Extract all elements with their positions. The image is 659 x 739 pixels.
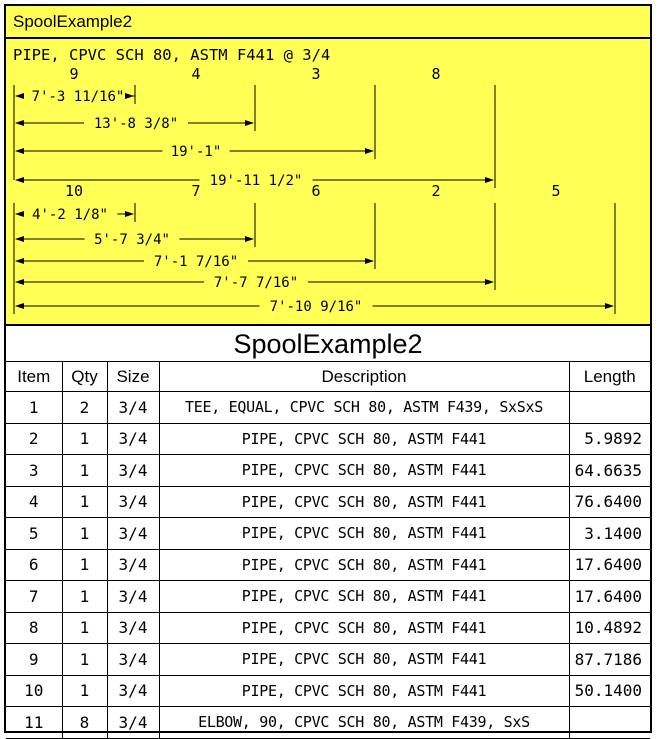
dimension-text: 19'-11 1/2" [209, 173, 303, 189]
arrow-head [125, 211, 134, 217]
cell-description: PIPE, CPVC SCH 80, ASTM F441 [159, 675, 569, 707]
arrow-head [485, 279, 494, 285]
arrow-head [15, 211, 24, 217]
cell-length: 87.7186 [569, 644, 650, 676]
cell-item: 1 [6, 392, 62, 424]
cell-size: 3/4 [107, 455, 159, 487]
cell-qty: 1 [62, 675, 107, 707]
item-label: 8 [431, 65, 441, 83]
cell-length: 50.1400 [569, 675, 650, 707]
arrow-head [125, 93, 134, 99]
cell-item: 5 [6, 518, 62, 550]
cell-item: 3 [6, 455, 62, 487]
pipe-label: PIPE, CPVC SCH 80, ASTM F441 @ 3/4 [13, 46, 331, 64]
cell-description: PIPE, CPVC SCH 80, ASTM F441 [159, 455, 569, 487]
cell-qty: 1 [62, 549, 107, 581]
table-row [6, 423, 650, 455]
spool-title: SpoolExample2 [13, 12, 133, 31]
cell-qty: 8 [62, 707, 107, 739]
arrow-head [245, 236, 254, 242]
table-row [6, 612, 650, 644]
cell-qty: 1 [62, 486, 107, 518]
arrow-head [365, 258, 374, 264]
cell-length: 17.6400 [569, 581, 650, 613]
dimension-text: 7'-7 7/16" [213, 275, 299, 291]
item-label: 2 [431, 182, 441, 200]
item-label: 3 [311, 65, 321, 83]
cell-item: 6 [6, 549, 62, 581]
bill-of-materials [6, 326, 650, 731]
cell-length: 10.4892 [569, 612, 650, 644]
cell-item: 9 [6, 644, 62, 676]
cell-description: ELBOW, 90, CPVC SCH 80, ASTM F439, SxS [159, 707, 569, 739]
item-label: 9 [69, 65, 79, 83]
table-row [6, 675, 650, 707]
col-header-item: Item [6, 362, 62, 392]
cell-length: 17.6400 [569, 549, 650, 581]
arrow-head [15, 120, 24, 126]
cell-item: 11 [6, 707, 62, 739]
cell-description: PIPE, CPVC SCH 80, ASTM F441 [159, 423, 569, 455]
cell-size: 3/4 [107, 423, 159, 455]
cell-qty: 1 [62, 644, 107, 676]
cell-size: 3/4 [107, 707, 159, 739]
table-row [6, 518, 650, 550]
cell-qty: 1 [62, 455, 107, 487]
top-dimension-group [14, 65, 495, 189]
arrow-head [245, 120, 254, 126]
dimension-text: 7'-3 11/16" [31, 89, 125, 105]
cell-length [569, 707, 650, 739]
arrow-head [15, 177, 24, 183]
bom-table [6, 362, 650, 739]
cell-description: PIPE, CPVC SCH 80, ASTM F441 [159, 644, 569, 676]
cell-description: PIPE, CPVC SCH 80, ASTM F441 [159, 549, 569, 581]
cell-size: 3/4 [107, 675, 159, 707]
table-row [6, 392, 650, 424]
cell-size: 3/4 [107, 644, 159, 676]
spool-header [6, 6, 650, 39]
arrow-head [15, 148, 24, 154]
item-label: 5 [551, 182, 561, 200]
cell-qty: 1 [62, 518, 107, 550]
col-header-length: Length [569, 362, 650, 392]
cell-qty: 1 [62, 612, 107, 644]
cell-description: TEE, EQUAL, CPVC SCH 80, ASTM F439, SxSxS [159, 392, 569, 424]
cell-description: PIPE, CPVC SCH 80, ASTM F441 [159, 518, 569, 550]
bom-header-row [6, 362, 650, 392]
cell-description: PIPE, CPVC SCH 80, ASTM F441 [159, 581, 569, 613]
cell-length: 64.6635 [569, 455, 650, 487]
dimension-text: 5'-7 3/4" [94, 232, 170, 248]
dimension-text: 7'-1 7/16" [153, 254, 239, 270]
cell-length [569, 392, 650, 424]
cell-item: 4 [6, 486, 62, 518]
arrow-head [605, 303, 614, 309]
col-header-qty: Qty [62, 362, 107, 392]
arrow-head [15, 279, 24, 285]
arrow-head [485, 177, 494, 183]
arrow-head [15, 93, 24, 99]
cell-qty: 1 [62, 423, 107, 455]
col-header-size: Size [107, 362, 159, 392]
cell-item: 10 [6, 675, 62, 707]
dimension-text: 19'-1" [170, 144, 222, 160]
arrow-head [365, 148, 374, 154]
table-row [6, 707, 650, 739]
item-label: 7 [191, 182, 201, 200]
dimension-drawing [6, 39, 650, 326]
cell-size: 3/4 [107, 518, 159, 550]
table-row [6, 581, 650, 613]
table-row [6, 644, 650, 676]
dimension-text: 13'-8 3/8" [93, 116, 179, 132]
table-row [6, 549, 650, 581]
cell-size: 3/4 [107, 486, 159, 518]
item-label: 10 [64, 182, 84, 200]
cell-size: 3/4 [107, 612, 159, 644]
cell-length: 5.9892 [569, 423, 650, 455]
item-label: 6 [311, 182, 321, 200]
dimension-text: 4'-2 1/8" [32, 207, 108, 223]
cell-size: 3/4 [107, 392, 159, 424]
cell-description: PIPE, CPVC SCH 80, ASTM F441 [159, 612, 569, 644]
bom-title: SpoolExample2 [6, 326, 650, 362]
arrow-head [15, 258, 24, 264]
arrow-head [15, 303, 24, 309]
table-row [6, 486, 650, 518]
cell-length: 3.1400 [569, 518, 650, 550]
dimension-drawing-svg [6, 39, 650, 324]
arrow-head [15, 236, 24, 242]
table-row [6, 455, 650, 487]
cell-size: 3/4 [107, 581, 159, 613]
dimension-text: 7'-10 9/16" [269, 299, 363, 315]
cell-length: 76.6400 [569, 486, 650, 518]
col-header-description: Description [159, 362, 569, 392]
bottom-dimension-group [14, 182, 615, 315]
cell-size: 3/4 [107, 549, 159, 581]
item-label: 4 [191, 65, 201, 83]
cell-item: 7 [6, 581, 62, 613]
cell-qty: 1 [62, 581, 107, 613]
spool-sheet [4, 4, 652, 733]
cell-item: 2 [6, 423, 62, 455]
cell-description: PIPE, CPVC SCH 80, ASTM F441 [159, 486, 569, 518]
cell-item: 8 [6, 612, 62, 644]
cell-qty: 2 [62, 392, 107, 424]
